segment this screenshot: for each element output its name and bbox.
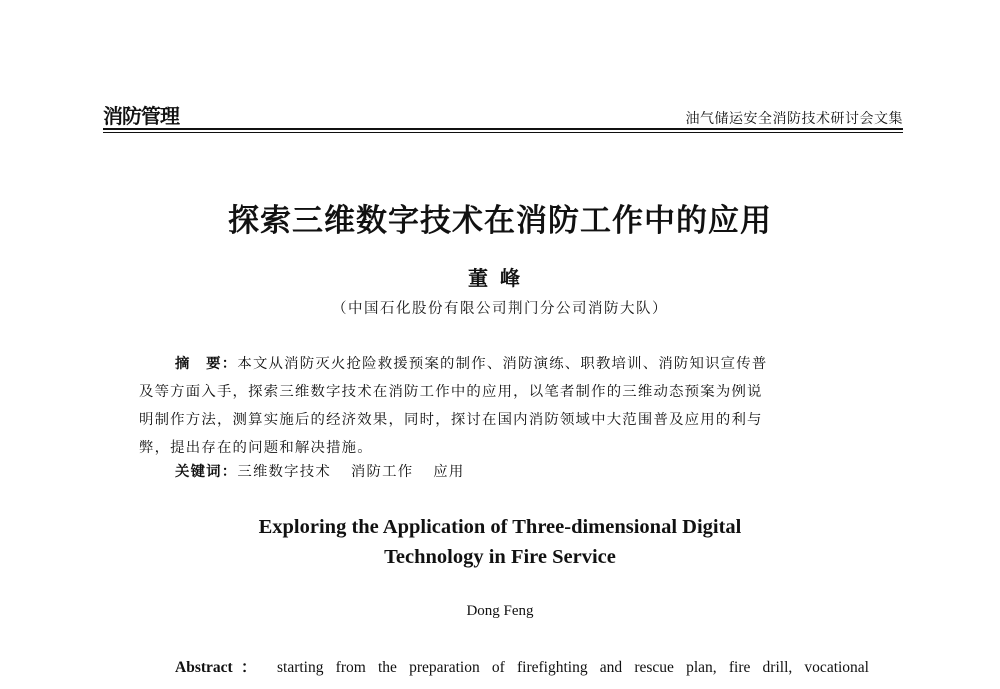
header-rule-thin (103, 132, 903, 133)
abstract-label-cn: 摘 要： (175, 356, 238, 372)
abstract-en (139, 654, 869, 682)
keyword: 应用 (433, 464, 465, 480)
author-name-cn: 董峰 (468, 266, 532, 290)
paper-title-cn: 探索三维数字技术在消防工作中的应用 (228, 203, 772, 239)
abstract-label-en: Abstract： (175, 659, 265, 676)
abstract-en-text: starting from the preparation of firefighting and rescue plan, fire drill, vocational (277, 659, 869, 676)
proceedings-title: 油气储运安全消防技术研讨会文集 (685, 111, 903, 127)
abstract-cn-text: 本文从消防灭火抢险救援预案的制作、消防演练、职教培训、消防知识宣传普 (237, 356, 768, 372)
abstract-cn (139, 350, 869, 462)
paper-title-en-line: Exploring the Application of Three-dimensional Digital (258, 516, 742, 538)
keywords-cn (175, 460, 484, 484)
abstract-cn-line (139, 350, 869, 378)
keyword: 消防工作 (350, 464, 414, 480)
author-name-en: Dong Feng (466, 603, 534, 619)
abstract-cn-line: 明制作方法，测算实施后的经济效果，同时，探讨在国内消防领域中大范围普及应用的利与 (139, 412, 763, 428)
keyword: 三维数字技术 (237, 464, 331, 480)
author-affiliation-cn: （中国石化股份有限公司荆门分公司消防大队） (332, 301, 668, 317)
header-rule-thick (103, 128, 903, 130)
abstract-cn-line: 弊，提出存在的问题和解决措施。 (139, 440, 373, 456)
abstract-cn-line: 及等方面入手，探索三维数字技术在消防工作中的应用，以笔者制作的三维动态预案为例说 (139, 384, 763, 400)
section-label: 消防管理 (103, 104, 179, 128)
paper-title-en-line: Technology in Fire Service (384, 546, 616, 568)
keywords-label-cn: 关键词： (175, 464, 238, 480)
